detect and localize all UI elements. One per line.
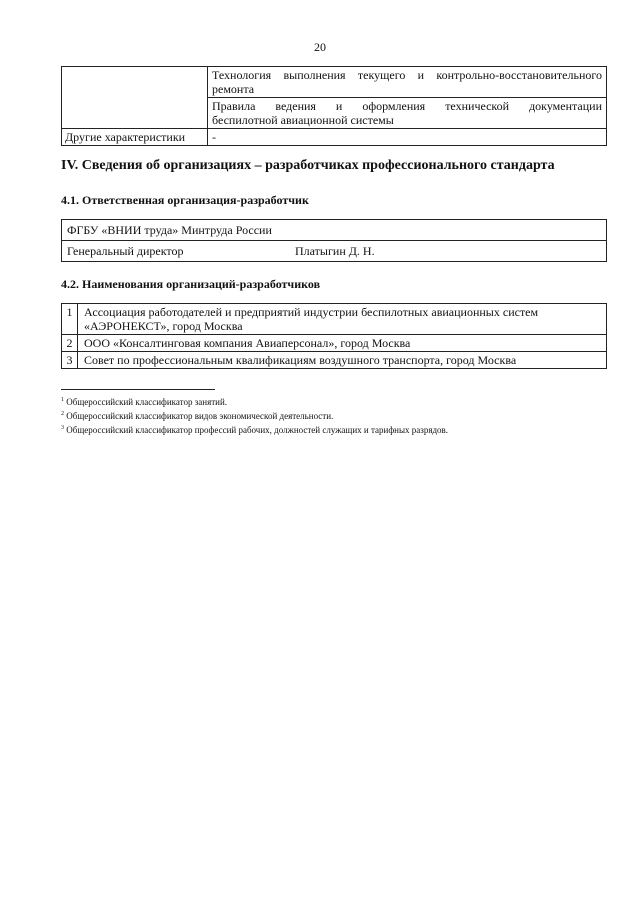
table-cell-text: -	[208, 129, 607, 146]
footnote	[61, 394, 448, 408]
table-row	[62, 241, 607, 262]
text-line: беспилотной авиационной системы	[212, 113, 394, 127]
org-name: ФГБУ «ВНИИ труда» Минтруда России	[62, 220, 607, 241]
footnote-text: Общероссийский классификатор видов экономической деятельности.	[66, 411, 334, 421]
org-name: Совет по профессиональным квалификациям воздушного транспорта, город Москва	[78, 352, 607, 369]
org-name: Ассоциация работодателей и предприятий индустрии беспилотных авиационных систем «АЭРОНЕКСТ», город Москва	[78, 304, 607, 335]
page-number: 20	[314, 40, 326, 54]
table-cell-label	[62, 67, 208, 129]
table-cell-text: Технология выполнения текущего и контрольно-восстановительного ремонта	[208, 67, 607, 98]
table-cell-label: Другие характеристики	[62, 129, 208, 146]
section-4-heading: IV. Сведения об организациях – разработчиках профессионального стандарта	[61, 158, 555, 173]
row-number: 3	[62, 352, 78, 369]
director-row	[62, 241, 607, 262]
footnote-divider	[61, 389, 215, 390]
responsible-org-table	[61, 219, 607, 262]
footnote-mark: 3	[61, 425, 64, 431]
section-42-heading: 4.2. Наименования организаций-разработчиков	[61, 277, 321, 291]
org-name: ООО «Консалтинговая компания Авиаперсонал», город Москва	[78, 335, 607, 352]
table-row	[62, 352, 607, 369]
table-row	[62, 335, 607, 352]
section-41-heading: 4.1. Ответственная организация-разработчик	[61, 193, 309, 207]
text-line: Правила ведения и оформления технической документации	[212, 99, 602, 113]
footnote-text: Общероссийский классификатор занятий.	[66, 397, 228, 407]
footnote-text: Общероссийский классификатор профессий рабочих, должностей служащих и тарифных разрядов.	[66, 425, 449, 435]
table-row	[62, 220, 607, 241]
director-position: Генеральный директор	[67, 244, 184, 258]
row-number: 2	[62, 335, 78, 352]
table-row	[62, 129, 607, 146]
footnote	[61, 422, 448, 436]
footnote-mark: 2	[61, 411, 64, 417]
characteristics-table	[61, 66, 607, 146]
row-number: 1	[62, 304, 78, 335]
footnotes	[61, 394, 448, 436]
table-cell-text	[208, 98, 607, 129]
footnote-mark: 1	[61, 397, 64, 403]
table-row	[62, 67, 607, 98]
table-row	[62, 304, 607, 335]
director-name: Платыгин Д. Н.	[295, 244, 375, 258]
developer-orgs-table	[61, 303, 607, 369]
footnote	[61, 408, 448, 422]
